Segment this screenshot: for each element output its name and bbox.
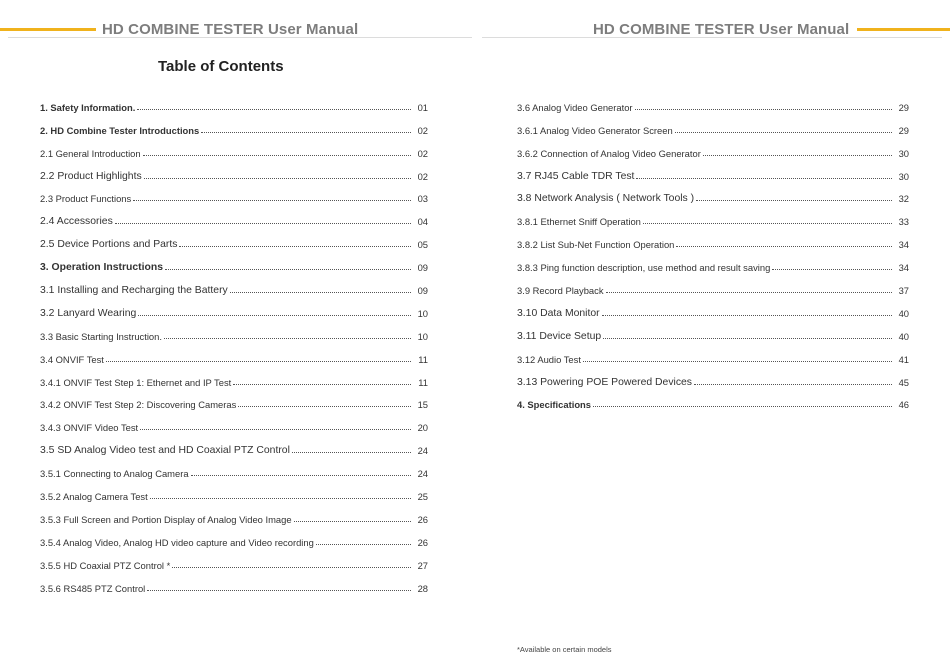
toc-entry-page: 02	[417, 124, 428, 136]
leader-dots	[230, 291, 411, 293]
toc-entry-page: 11	[418, 353, 428, 365]
toc-entry[interactable]	[40, 159, 428, 182]
toc-entry[interactable]	[40, 296, 428, 319]
toc-entry[interactable]	[517, 182, 909, 205]
toc-entry-page: 26	[417, 536, 428, 548]
toc-entry-page: 46	[898, 399, 909, 411]
toc-entry-page: 30	[898, 170, 909, 182]
toc-entry[interactable]	[40, 182, 428, 205]
toc-entry[interactable]	[40, 342, 428, 365]
toc-entry[interactable]	[40, 319, 428, 342]
leader-dots	[201, 131, 411, 133]
toc-entry-page: 02	[417, 170, 428, 182]
toc-entry-label: 2.5 Device Portions and Parts	[40, 239, 178, 251]
leader-dots	[147, 589, 411, 591]
leader-dots	[602, 314, 892, 316]
leader-dots	[238, 405, 411, 407]
toc-entry-label: 3.5.2 Analog Camera Test	[40, 491, 148, 503]
leader-dots	[233, 383, 411, 385]
toc-entry-label: 3.5 SD Analog Video test and HD Coaxial PTZ Control	[40, 445, 290, 457]
toc-entry[interactable]	[40, 410, 428, 433]
leader-dots	[164, 337, 411, 339]
left-page-header	[0, 16, 475, 42]
toc-entry-page: 20	[417, 422, 428, 434]
left-header-rule	[8, 37, 472, 38]
leader-dots	[294, 520, 411, 522]
toc-entry-label: 4. Specifications	[517, 399, 591, 411]
leader-dots	[696, 199, 892, 201]
toc-entry-page: 15	[417, 399, 428, 411]
toc-entry-label: 3.7 RJ45 Cable TDR Test	[517, 170, 635, 182]
toc-entry-label: 3.11 Device Setup	[517, 330, 602, 342]
toc-entry-page: 34	[898, 239, 909, 251]
toc-entry[interactable]	[40, 456, 428, 479]
toc-entry-label: 3.4 ONVIF Test	[40, 353, 104, 365]
leader-dots	[106, 360, 411, 362]
leader-dots	[172, 566, 411, 568]
leader-dots	[593, 405, 892, 407]
leader-dots	[316, 543, 411, 545]
toc-entry[interactable]	[40, 479, 428, 502]
toc-entry-page: 05	[417, 239, 428, 251]
header-accent-line	[857, 28, 950, 31]
toc-entry-page: 27	[417, 559, 428, 571]
toc-entry[interactable]	[40, 136, 428, 159]
toc-entry-label: 3.3 Basic Starting Instruction.	[40, 330, 162, 342]
toc-entry-page: 09	[417, 285, 428, 297]
toc-entry-label: 3.5.5 HD Coaxial PTZ Control *	[40, 559, 171, 571]
toc-entry-page: 33	[898, 216, 909, 228]
toc-entry[interactable]	[517, 273, 909, 296]
leader-dots	[191, 474, 411, 476]
toc-entry-page: 29	[898, 124, 909, 136]
toc-entry-page: 30	[898, 147, 909, 159]
toc-entry[interactable]	[40, 250, 428, 273]
leader-dots	[675, 131, 892, 133]
toc-entry-label: 3.8 Network Analysis ( Network Tools )	[517, 193, 695, 205]
leader-dots	[694, 383, 892, 385]
toc-entry-page: 09	[417, 262, 428, 274]
toc-entry-page: 10	[417, 307, 428, 319]
toc-entry[interactable]	[40, 571, 428, 594]
right-header-rule	[482, 37, 942, 38]
toc-entry-label: 3.4.1 ONVIF Test Step 1: Ethernet and IP Test	[40, 376, 232, 388]
toc-entry-page: 24	[417, 468, 428, 480]
leader-dots	[150, 497, 411, 499]
toc-entry[interactable]	[40, 90, 428, 113]
toc-entry-label: 3.1 Installing and Recharging the Battery	[40, 285, 228, 297]
toc-left-column	[40, 90, 428, 594]
toc-entry[interactable]	[40, 365, 428, 388]
toc-entry-label: 3.2 Lanyard Wearing	[40, 307, 137, 319]
leader-dots	[133, 199, 411, 201]
toc-entry-label: 3.4.2 ONVIF Test Step 2: Discovering Cameras	[40, 399, 237, 411]
toc-entry[interactable]	[40, 525, 428, 548]
toc-entry-page: 26	[417, 513, 428, 525]
leader-dots	[140, 428, 411, 430]
toc-entry-label: 2.1 General Introduction	[40, 147, 141, 159]
toc-entry-label: 3.5.3 Full Screen and Portion Display of Analog Video Image	[40, 513, 292, 525]
toc-entry[interactable]	[517, 204, 909, 227]
toc-entry-label: 3.9 Record Playback	[517, 285, 604, 297]
toc-entry[interactable]	[40, 227, 428, 250]
toc-entry-page: 40	[898, 307, 909, 319]
toc-entry-label: 3.8.1 Ethernet Sniff Operation	[517, 216, 641, 228]
toc-entry[interactable]	[40, 273, 428, 296]
toc-title: Table of Contents	[158, 58, 284, 75]
toc-entry[interactable]	[517, 342, 909, 365]
toc-entry[interactable]	[40, 502, 428, 525]
leader-dots	[583, 360, 892, 362]
toc-entry-page: 25	[417, 491, 428, 503]
toc-entry[interactable]	[517, 296, 909, 319]
toc-entry-page: 01	[417, 101, 428, 113]
toc-entry[interactable]	[517, 319, 909, 342]
toc-entry-page: 24	[417, 445, 428, 457]
leader-dots	[144, 177, 411, 179]
toc-entry[interactable]	[40, 113, 428, 136]
toc-entry-label: 1. Safety Information.	[40, 101, 136, 113]
leader-dots	[676, 245, 892, 247]
leader-dots	[603, 337, 892, 339]
toc-entry-label: 3.13 Powering POE Powered Devices	[517, 376, 692, 388]
toc-entry-label: 3.4.3 ONVIF Video Test	[40, 422, 139, 434]
toc-entry-label: 2.3 Product Functions	[40, 193, 132, 205]
toc-entry-label: 3.10 Data Monitor	[517, 307, 600, 319]
header-accent-line	[0, 28, 96, 31]
toc-entry[interactable]	[40, 433, 428, 456]
toc-entry-label: 3.12 Audio Test	[517, 353, 581, 365]
toc-entry-label: 3.8.3 Ping function description, use method and result saving	[517, 262, 771, 274]
toc-entry-page: 41	[898, 353, 909, 365]
toc-entry-page: 02	[417, 147, 428, 159]
toc-entry-page: 11	[418, 376, 428, 388]
toc-entry-label: 2. HD Combine Tester Introductions	[40, 124, 200, 136]
toc-entry[interactable]	[40, 204, 428, 227]
toc-entry[interactable]	[517, 227, 909, 250]
leader-dots	[165, 268, 411, 270]
toc-entry[interactable]	[517, 113, 909, 136]
toc-entry[interactable]	[517, 388, 909, 411]
toc-entry[interactable]	[517, 250, 909, 273]
leader-dots	[138, 314, 411, 316]
toc-entry-page: 03	[417, 193, 428, 205]
toc-entry-label: 3.5.6 RS485 PTZ Control	[40, 582, 146, 594]
toc-entry-label: 3.5.1 Connecting to Analog Camera	[40, 468, 189, 480]
toc-entry-page: 45	[898, 376, 909, 388]
toc-entry-page: 29	[898, 101, 909, 113]
toc-entry[interactable]	[517, 136, 909, 159]
toc-entry-page: 10	[417, 330, 428, 342]
toc-entry-label: 2.4 Accessories	[40, 216, 113, 228]
toc-entry-label: 3.6.2 Connection of Analog Video Generator	[517, 147, 701, 159]
leader-dots	[292, 451, 411, 453]
footnote: *Available on certain models	[517, 645, 612, 654]
leader-dots	[115, 222, 411, 224]
left-header-title: HD COMBINE TESTER User Manual	[102, 20, 359, 38]
toc-entry[interactable]	[40, 548, 428, 571]
toc-entry-page: 40	[898, 330, 909, 342]
right-header-title: HD COMBINE TESTER User Manual	[593, 20, 850, 38]
right-page-header	[475, 16, 950, 42]
leader-dots	[643, 222, 892, 224]
toc-entry-page: 34	[898, 262, 909, 274]
leader-dots	[636, 177, 892, 179]
leader-dots	[635, 108, 892, 110]
leader-dots	[772, 268, 892, 270]
toc-entry[interactable]	[40, 388, 428, 411]
leader-dots	[137, 108, 411, 110]
toc-entry-label: 3.8.2 List Sub-Net Function Operation	[517, 239, 675, 251]
toc-right-column	[517, 90, 909, 410]
toc-entry-page: 28	[417, 582, 428, 594]
toc-entry[interactable]	[517, 365, 909, 388]
leader-dots	[606, 291, 892, 293]
toc-entry[interactable]	[517, 159, 909, 182]
leader-dots	[143, 154, 411, 156]
toc-entry-label: 2.2 Product Highlights	[40, 170, 142, 182]
leader-dots	[179, 245, 411, 247]
toc-entry-label: 3.5.4 Analog Video, Analog HD video capture and Video recording	[40, 536, 314, 548]
toc-entry-label: 3. Operation Instructions	[40, 262, 163, 274]
toc-entry[interactable]	[517, 90, 909, 113]
toc-entry-label: 3.6.1 Analog Video Generator Screen	[517, 124, 673, 136]
toc-entry-page: 04	[417, 216, 428, 228]
toc-entry-page: 37	[898, 285, 909, 297]
toc-entry-label: 3.6 Analog Video Generator	[517, 101, 633, 113]
leader-dots	[703, 154, 892, 156]
toc-entry-page: 32	[898, 193, 909, 205]
